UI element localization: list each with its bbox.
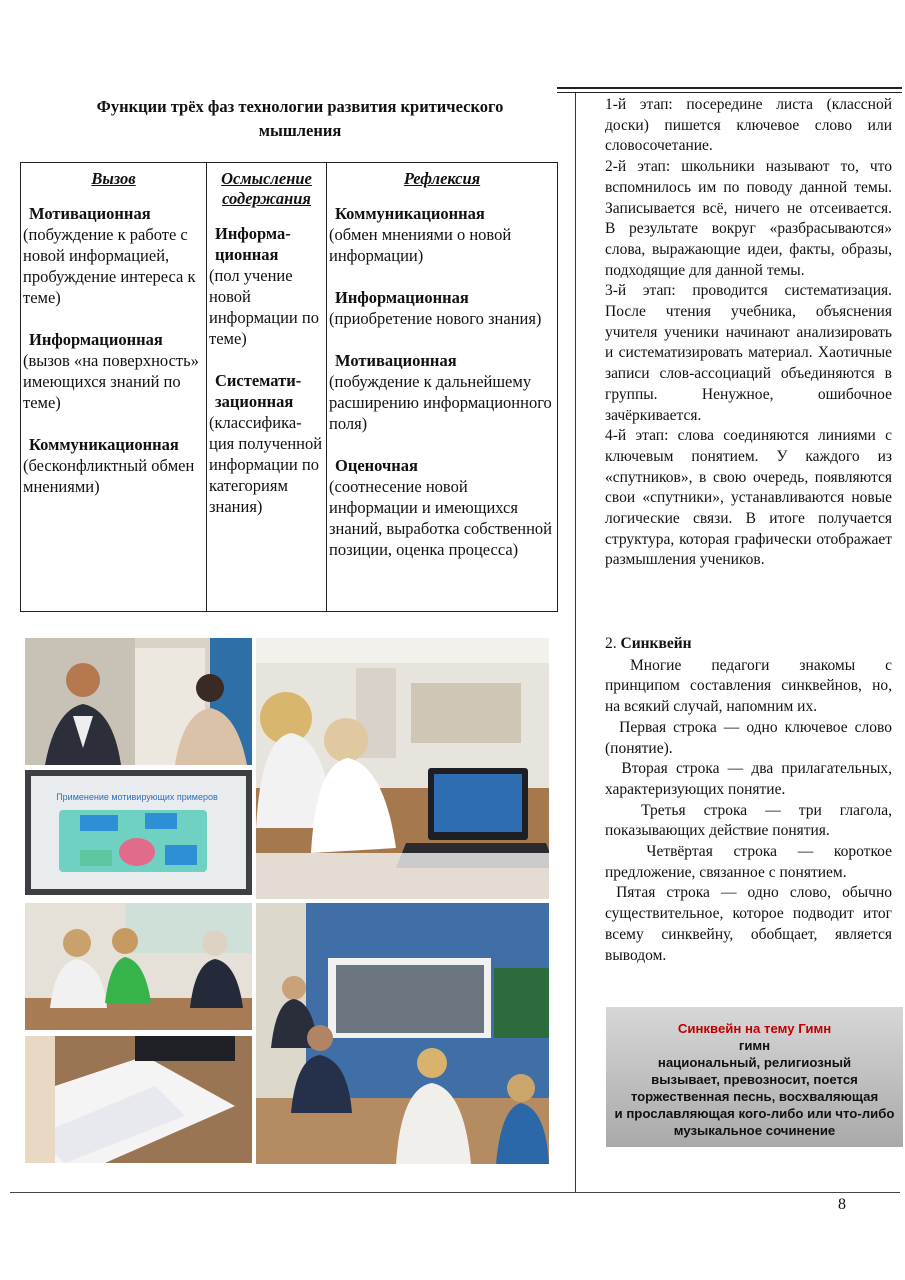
- syncwine-line: Третья строка — три глагола, показывающих действие понятия.: [605, 801, 893, 840]
- column-header: Осмысление содержания: [221, 169, 312, 208]
- function-item: Мотивационная (побуждение к работе с новой информацией, пробуждение интереса к теме): [23, 204, 196, 307]
- section-heading: 2. Синквейн: [605, 635, 692, 652]
- syncwine-example-line: гимн: [738, 1038, 771, 1053]
- photo-teachers: [25, 638, 252, 765]
- function-item: Системати-зационная (классифика-ция полученной информации по категориям знания): [209, 371, 323, 516]
- function-item: Оценочная (соотнесение новой информации и имеющихся знаний, выработка собственной позиции, оценка процесса): [329, 456, 552, 559]
- syncwine-intro: Многие педагоги знакомы с принципом составления синквейнов, но, на всякий случай, напомним их.: [605, 656, 892, 716]
- column-header: Рефлексия: [403, 169, 481, 188]
- stage-paragraph: 3-й этап: проводится систематизация. После чтения учебника, объяснения учителя ученики начинают анализировать и систематизировать материал. Хаотичные записи слов-ассоциаций объединяются в группы. Ненужное, ошибочное зачёркивается.: [605, 282, 892, 424]
- slide-title: Применение мотивирующих примеров: [56, 792, 218, 802]
- stage-paragraph: 2-й этап: школьники называют то, что вспомнилось им по поводу данной темы. Записывается всё, ничего не отсеивается. В результате вокруг «разбрасываются» слова, выражающие идеи, факты, образы, подходящие для данной темы.: [605, 158, 892, 279]
- syncwine-example-line: музыкальное сочинение: [673, 1123, 836, 1138]
- stage-paragraph: 1-й этап: посередине листа (классной доски) пишется ключевое слово или словосочетание.: [605, 96, 892, 155]
- function-item: Информационная (вызов «на поверхность» имеющихся знаний по теме): [23, 330, 199, 412]
- header-rule: [557, 87, 902, 89]
- function-item: Коммуникационная (обмен мнениями о новой информации): [329, 204, 512, 265]
- phases-table: [20, 162, 558, 612]
- header-rule: [557, 92, 902, 93]
- photo-group: [25, 903, 252, 1030]
- column-comprehension: [207, 163, 327, 612]
- stage-paragraph: 4-й этап: слова соединяются линиями с ключевым понятием. У каждого из «спутников», в свою очередь, появляются свои «спутники», устанавливаются новые логические связи. В итоге получается структура, которая графически отображает размышления учеников.: [605, 427, 892, 569]
- column-call: [21, 163, 207, 612]
- footer-rule: [10, 1192, 900, 1193]
- function-item: Коммуникационная (бесконфликтный обмен мнениями): [23, 435, 195, 496]
- photo-papers: [25, 1036, 252, 1163]
- page-number: 8: [838, 1196, 846, 1213]
- mindmap-stages: [605, 95, 892, 571]
- function-item: Информационная (приобретение нового знания): [329, 288, 542, 328]
- column-header: Вызов: [91, 169, 136, 188]
- column-divider: [575, 93, 576, 1193]
- page-title: Функции трёх фаз технологии развития критического мышления: [96, 97, 504, 140]
- photo-classroom: [256, 903, 549, 1164]
- syncwine-example-line: торжественная песнь, восхваляющая: [630, 1089, 879, 1104]
- photo-slide: [25, 770, 252, 895]
- syncwine-example-line: вызывает, превозносит, поется: [651, 1072, 858, 1087]
- syncwine-line: Первая строка — одно ключевое слово (понятие).: [605, 718, 893, 757]
- syncwine-line: Пятая строка — одно слово, обычно существительное, которое подводит итог всему синквейну, обобщает, является выводом.: [605, 884, 893, 964]
- syncwine-example-line: и прославляющая кого-либо или что-либо: [614, 1106, 895, 1121]
- syncwine-example: [606, 1007, 903, 1147]
- function-item: Мотивационная (побуждение к дальнейшему расширению информационного поля): [329, 351, 552, 433]
- function-item: Информа-ционная (пол учение новой информации по теме): [209, 224, 319, 348]
- syncwine-section: [605, 634, 892, 966]
- syncwine-line: Вторая строка — два прилагательных, характеризующих понятие.: [605, 760, 893, 798]
- syncwine-example-title: Синквейн на тему Гимн: [677, 1021, 832, 1036]
- syncwine-line: Четвёртая строка — короткое предложение, связанное с понятием.: [605, 843, 893, 881]
- column-reflection: [327, 163, 558, 612]
- photo-laptop: [256, 638, 549, 899]
- syncwine-example-line: национальный, религиозный: [657, 1055, 852, 1070]
